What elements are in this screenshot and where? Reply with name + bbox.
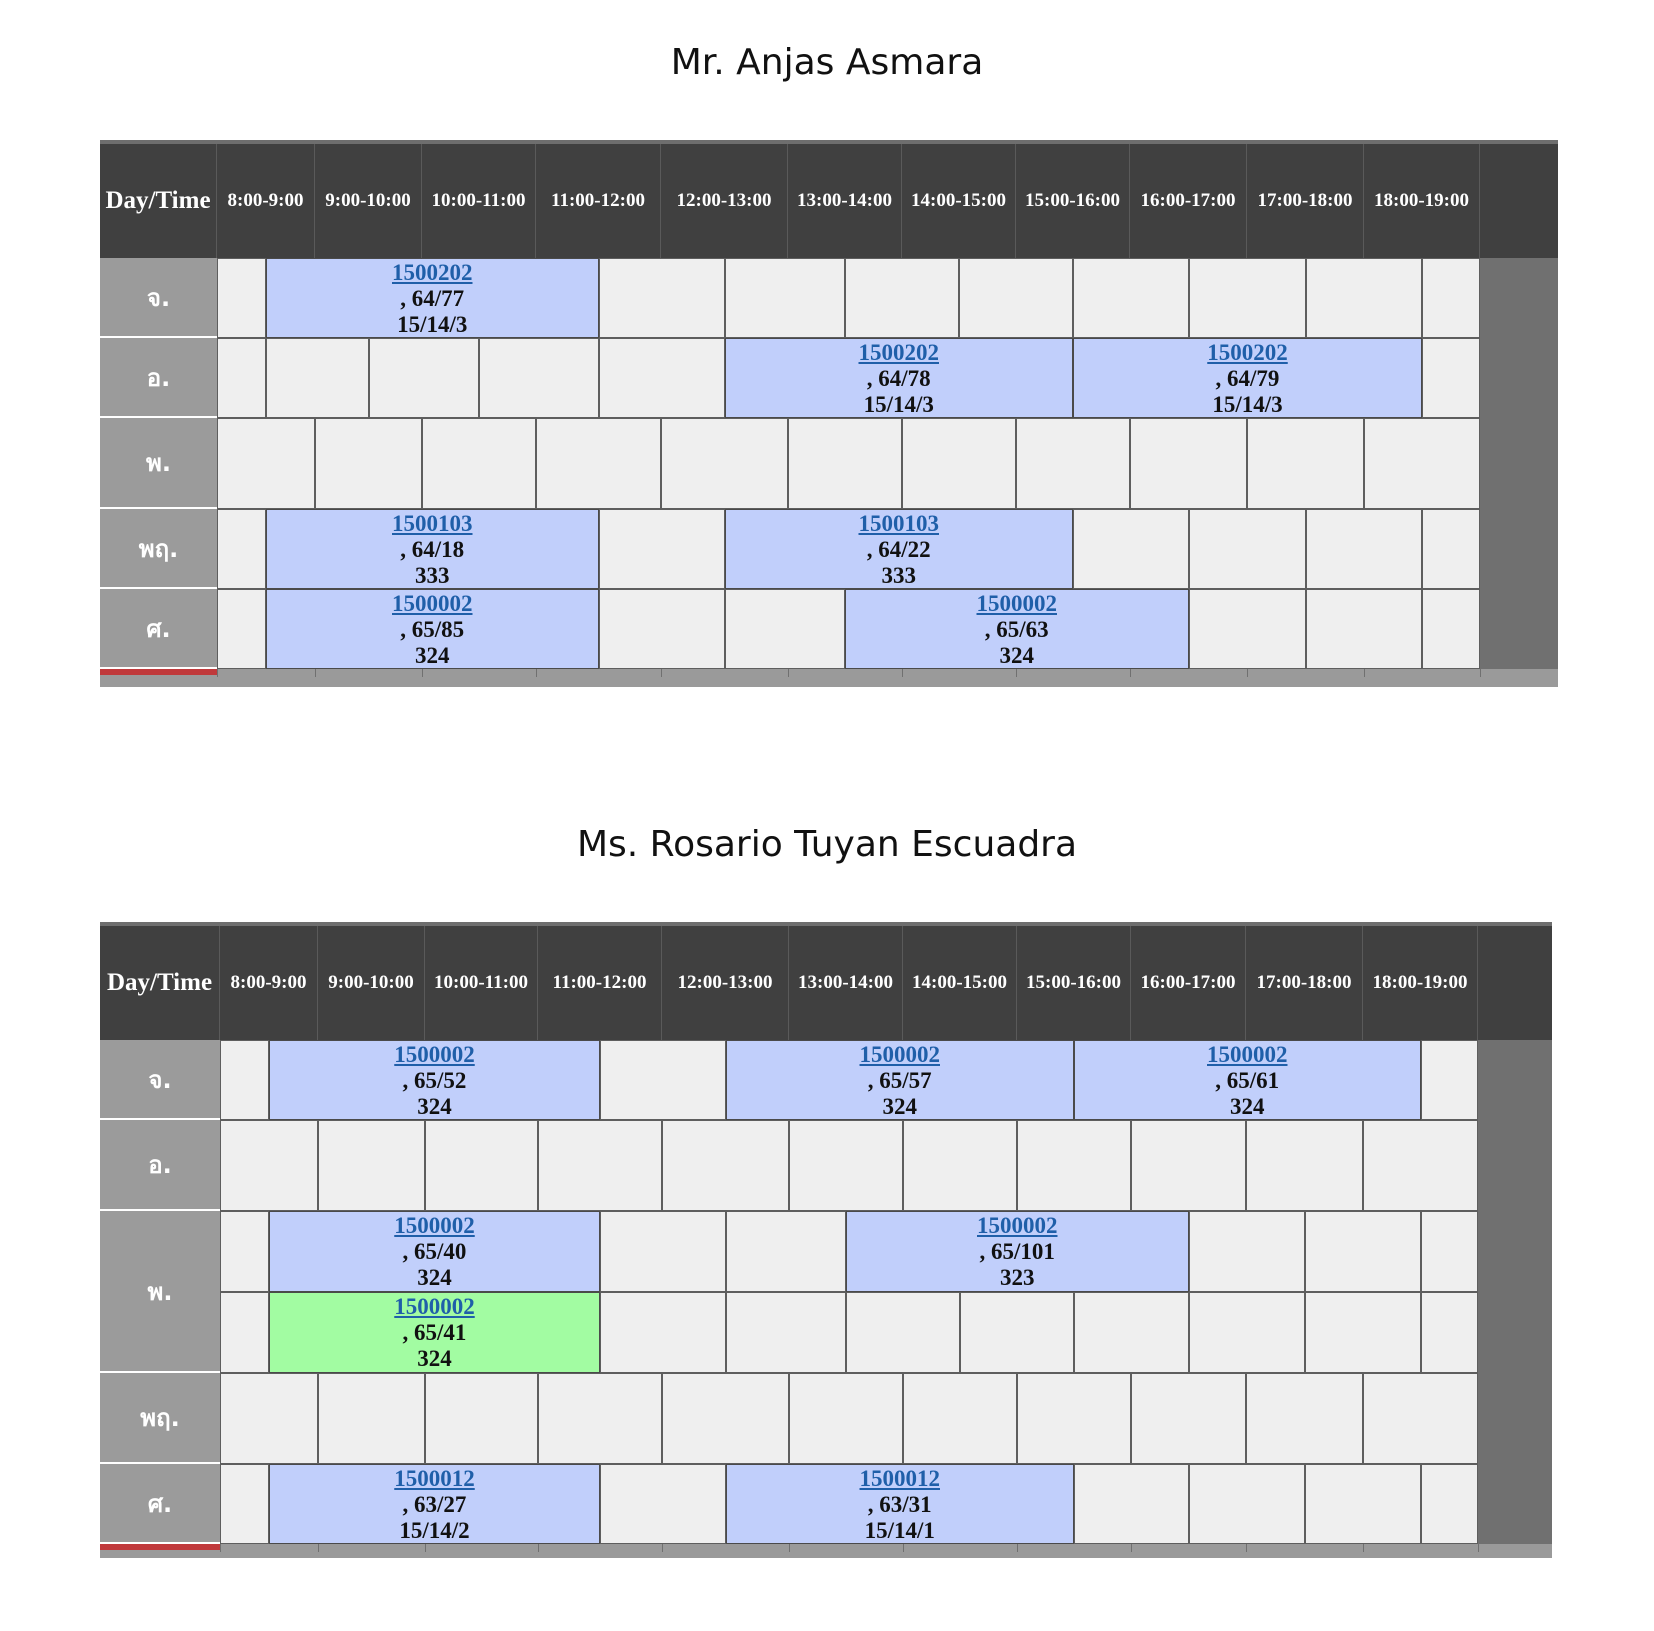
room-text: 15/14/3: [397, 312, 468, 337]
class-block: [266, 258, 599, 338]
time-slot-header: 13:00-14:00: [789, 926, 903, 1040]
empty-slot: [217, 418, 315, 509]
course-code-link[interactable]: 1500012: [394, 1466, 475, 1491]
empty-slot: [1189, 509, 1306, 589]
empty-slot: [1189, 1292, 1305, 1373]
room-text: 324: [417, 1094, 452, 1119]
empty-slot: [902, 418, 1016, 509]
day-label: ศ.: [100, 589, 217, 669]
grid-stub: [536, 669, 537, 677]
empty-slot: [1422, 509, 1480, 589]
time-slot-header: 17:00-18:00: [1246, 926, 1363, 1040]
section-text: , 65/52: [402, 1068, 467, 1093]
timetable: [100, 922, 1552, 1558]
time-slot-header: 9:00-10:00: [315, 144, 422, 258]
grid-stub: [1130, 669, 1131, 677]
empty-slot: [725, 589, 846, 669]
grid-stub: [217, 669, 218, 677]
section-text: , 65/40: [402, 1239, 467, 1264]
section-text: , 65/61: [1215, 1068, 1280, 1093]
grid-stub: [1363, 1544, 1364, 1552]
time-slot-header: 18:00-19:00: [1364, 144, 1480, 258]
empty-slot: [1189, 589, 1306, 669]
empty-slot: [789, 1120, 903, 1211]
day-label: จ.: [100, 258, 217, 338]
grid-stub: [425, 1544, 426, 1552]
empty-slot: [369, 338, 480, 418]
empty-slot: [1364, 418, 1480, 509]
grid-stub: [220, 1544, 221, 1552]
day-label: พฤ.: [100, 1373, 220, 1464]
time-slot-header: 11:00-12:00: [538, 926, 662, 1040]
room-text: 333: [415, 563, 450, 588]
class-block: [266, 509, 599, 589]
empty-slot: [662, 1120, 789, 1211]
empty-slot: [220, 1292, 269, 1373]
empty-slot: [903, 1120, 1017, 1211]
time-slot-header: 10:00-11:00: [425, 926, 538, 1040]
time-slot-header: 12:00-13:00: [662, 926, 789, 1040]
room-text: 324: [1230, 1094, 1265, 1119]
empty-slot: [788, 418, 902, 509]
empty-slot: [1247, 418, 1364, 509]
empty-slot: [661, 418, 788, 509]
empty-slot: [846, 1292, 960, 1373]
empty-slot: [318, 1373, 425, 1464]
empty-slot: [1306, 589, 1423, 669]
empty-slot: [1306, 258, 1423, 338]
course-code-link[interactable]: 1500002: [859, 1042, 940, 1067]
day-label: ศ.: [100, 1464, 220, 1544]
section-text: , 64/18: [400, 537, 465, 562]
empty-slot: [538, 1373, 662, 1464]
empty-slot: [1246, 1120, 1363, 1211]
empty-slot: [1305, 1292, 1421, 1373]
room-text: 324: [417, 1265, 452, 1290]
section-text: , 65/85: [400, 617, 465, 642]
empty-slot: [266, 338, 369, 418]
course-code-link[interactable]: 1500202: [1207, 340, 1288, 365]
time-slot-header: 18:00-19:00: [1363, 926, 1478, 1040]
empty-slot: [1305, 1464, 1421, 1544]
empty-slot: [1073, 258, 1189, 338]
empty-slot: [1017, 1373, 1131, 1464]
next-row-marker: [100, 669, 217, 675]
empty-slot: [220, 1040, 269, 1120]
empty-slot: [217, 338, 266, 418]
timetable: [100, 140, 1558, 687]
empty-slot: [1246, 1373, 1363, 1464]
time-slot-header: 10:00-11:00: [422, 144, 536, 258]
grid-stub: [422, 669, 423, 677]
empty-slot: [1074, 1464, 1189, 1544]
section-text: , 65/57: [867, 1068, 932, 1093]
class-block: [725, 509, 1074, 589]
grid-stub: [1247, 669, 1248, 677]
room-text: 333: [881, 563, 916, 588]
empty-slot: [1306, 509, 1423, 589]
time-slot-header: 17:00-18:00: [1247, 144, 1364, 258]
empty-slot: [1421, 1292, 1479, 1373]
class-block: [726, 1464, 1075, 1544]
section-text: , 63/31: [867, 1492, 932, 1517]
empty-slot: [1131, 1120, 1246, 1211]
empty-slot: [1422, 589, 1480, 669]
grid-stub: [661, 669, 662, 677]
empty-slot: [318, 1120, 425, 1211]
grid-stub: [1016, 669, 1017, 677]
room-text: 15/14/2: [399, 1518, 470, 1543]
time-slot-header: 15:00-16:00: [1017, 926, 1131, 1040]
room-text: 15/14/3: [1212, 392, 1283, 417]
empty-slot: [1131, 1373, 1246, 1464]
empty-slot: [600, 1464, 726, 1544]
course-code-link[interactable]: 1500002: [977, 1213, 1058, 1238]
time-slot-header: 16:00-17:00: [1130, 144, 1247, 258]
empty-slot: [599, 509, 725, 589]
course-code-link[interactable]: 1500002: [976, 591, 1057, 616]
time-slot-header: 11:00-12:00: [536, 144, 661, 258]
room-text: 324: [882, 1094, 917, 1119]
course-code-link[interactable]: 1500002: [394, 1294, 475, 1319]
empty-slot: [220, 1373, 318, 1464]
room-text: 15/14/1: [864, 1518, 935, 1543]
section-text: , 64/22: [866, 537, 931, 562]
time-slot-header: 14:00-15:00: [903, 926, 1017, 1040]
grid-stub: [1364, 669, 1365, 677]
grid-stub: [1017, 1544, 1018, 1552]
empty-slot: [220, 1464, 269, 1544]
empty-slot: [1189, 258, 1306, 338]
teacher-name: Mr. Anjas Asmara: [670, 42, 984, 83]
time-slot-header: 13:00-14:00: [788, 144, 902, 258]
grid-stub: [662, 1544, 663, 1552]
grid-stub: [538, 1544, 539, 1552]
empty-slot: [600, 1211, 726, 1292]
empty-slot: [1189, 1211, 1305, 1292]
empty-slot: [1189, 1464, 1305, 1544]
empty-slot: [959, 258, 1073, 338]
empty-slot: [960, 1292, 1074, 1373]
empty-slot: [220, 1211, 269, 1292]
empty-slot: [662, 1373, 789, 1464]
class-block: [266, 589, 599, 669]
empty-slot: [726, 1211, 847, 1292]
empty-slot: [1073, 509, 1189, 589]
empty-slot: [315, 418, 422, 509]
time-slot-header: 9:00-10:00: [318, 926, 425, 1040]
course-code-link[interactable]: 1500002: [392, 591, 473, 616]
day-time-header: Day/Time: [100, 926, 220, 1040]
empty-slot: [422, 418, 536, 509]
day-label: พ.: [100, 418, 217, 509]
empty-slot: [479, 338, 599, 418]
empty-slot: [425, 1120, 538, 1211]
empty-slot: [217, 258, 266, 338]
class-block: [269, 1292, 600, 1373]
course-code-link[interactable]: 1500202: [392, 260, 473, 285]
class-block: [845, 589, 1189, 669]
section-text: , 64/79: [1215, 366, 1280, 391]
empty-slot: [1305, 1211, 1421, 1292]
grid-stub: [789, 1544, 790, 1552]
empty-slot: [845, 258, 959, 338]
section-text: , 64/78: [866, 366, 931, 391]
timetable-header: [100, 926, 1552, 1040]
grid-stub: [1131, 1544, 1132, 1552]
timetable-header: [100, 144, 1558, 258]
empty-slot: [1130, 418, 1247, 509]
empty-slot: [726, 1292, 847, 1373]
room-text: 324: [417, 1346, 452, 1371]
grid-stub: [315, 669, 316, 677]
course-code-link[interactable]: 1500002: [394, 1213, 475, 1238]
section-text: , 65/101: [979, 1239, 1055, 1264]
empty-slot: [1421, 1464, 1479, 1544]
time-slot-header: 16:00-17:00: [1131, 926, 1246, 1040]
course-code-link[interactable]: 1500103: [392, 511, 473, 536]
empty-slot: [1421, 1211, 1479, 1292]
empty-slot: [725, 258, 846, 338]
section-text: , 63/27: [402, 1492, 467, 1517]
grid-stub: [1478, 1544, 1479, 1552]
grid-stub: [1480, 669, 1481, 677]
day-label: จ.: [100, 1040, 220, 1120]
time-slot-header: 8:00-9:00: [217, 144, 315, 258]
empty-slot: [599, 589, 725, 669]
empty-slot: [538, 1120, 662, 1211]
room-text: 15/14/3: [863, 392, 934, 417]
time-slot-header: 14:00-15:00: [902, 144, 1016, 258]
empty-slot: [536, 418, 661, 509]
day-label: พ.: [100, 1211, 220, 1373]
empty-slot: [1363, 1120, 1478, 1211]
empty-slot: [600, 1040, 726, 1120]
section-text: , 65/63: [984, 617, 1049, 642]
day-time-header: Day/Time: [100, 144, 217, 258]
time-slot-header: 12:00-13:00: [661, 144, 788, 258]
next-row-marker: [100, 1544, 220, 1550]
empty-slot: [217, 509, 266, 589]
grid-stub: [318, 1544, 319, 1552]
class-block: [269, 1040, 600, 1120]
empty-slot: [1016, 418, 1130, 509]
grid-stub: [903, 1544, 904, 1552]
course-code-link[interactable]: 1500103: [858, 511, 939, 536]
day-label: อ.: [100, 1120, 220, 1211]
time-slot-header: 15:00-16:00: [1016, 144, 1130, 258]
room-text: 323: [1000, 1265, 1035, 1290]
empty-slot: [599, 338, 725, 418]
class-block: [725, 338, 1074, 418]
empty-slot: [600, 1292, 726, 1373]
class-block: [726, 1040, 1075, 1120]
teacher-name: Ms. Rosario Tuyan Escuadra: [576, 824, 1078, 865]
empty-slot: [903, 1373, 1017, 1464]
section-text: , 65/41: [402, 1320, 467, 1345]
day-label: อ.: [100, 338, 217, 418]
class-block: [269, 1464, 600, 1544]
empty-slot: [1074, 1292, 1189, 1373]
class-block: [1074, 1040, 1421, 1120]
class-block: [846, 1211, 1189, 1292]
empty-slot: [220, 1120, 318, 1211]
section-text: , 64/77: [400, 286, 465, 311]
class-block: [1073, 338, 1422, 418]
grid-stub: [788, 669, 789, 677]
empty-slot: [1422, 258, 1480, 338]
empty-slot: [217, 589, 266, 669]
class-block: [269, 1211, 600, 1292]
course-code-link[interactable]: 1500202: [858, 340, 939, 365]
empty-slot: [789, 1373, 903, 1464]
course-code-link[interactable]: 1500012: [859, 1466, 940, 1491]
room-text: 324: [415, 643, 450, 668]
course-code-link[interactable]: 1500002: [394, 1042, 475, 1067]
empty-slot: [1422, 338, 1480, 418]
empty-slot: [599, 258, 725, 338]
empty-slot: [1421, 1040, 1479, 1120]
empty-slot: [425, 1373, 538, 1464]
empty-slot: [1363, 1373, 1478, 1464]
time-slot-header: 8:00-9:00: [220, 926, 318, 1040]
grid-stub: [1246, 1544, 1247, 1552]
course-code-link[interactable]: 1500002: [1207, 1042, 1288, 1067]
room-text: 324: [999, 643, 1034, 668]
empty-slot: [1017, 1120, 1131, 1211]
grid-stub: [902, 669, 903, 677]
day-label: พฤ.: [100, 509, 217, 589]
